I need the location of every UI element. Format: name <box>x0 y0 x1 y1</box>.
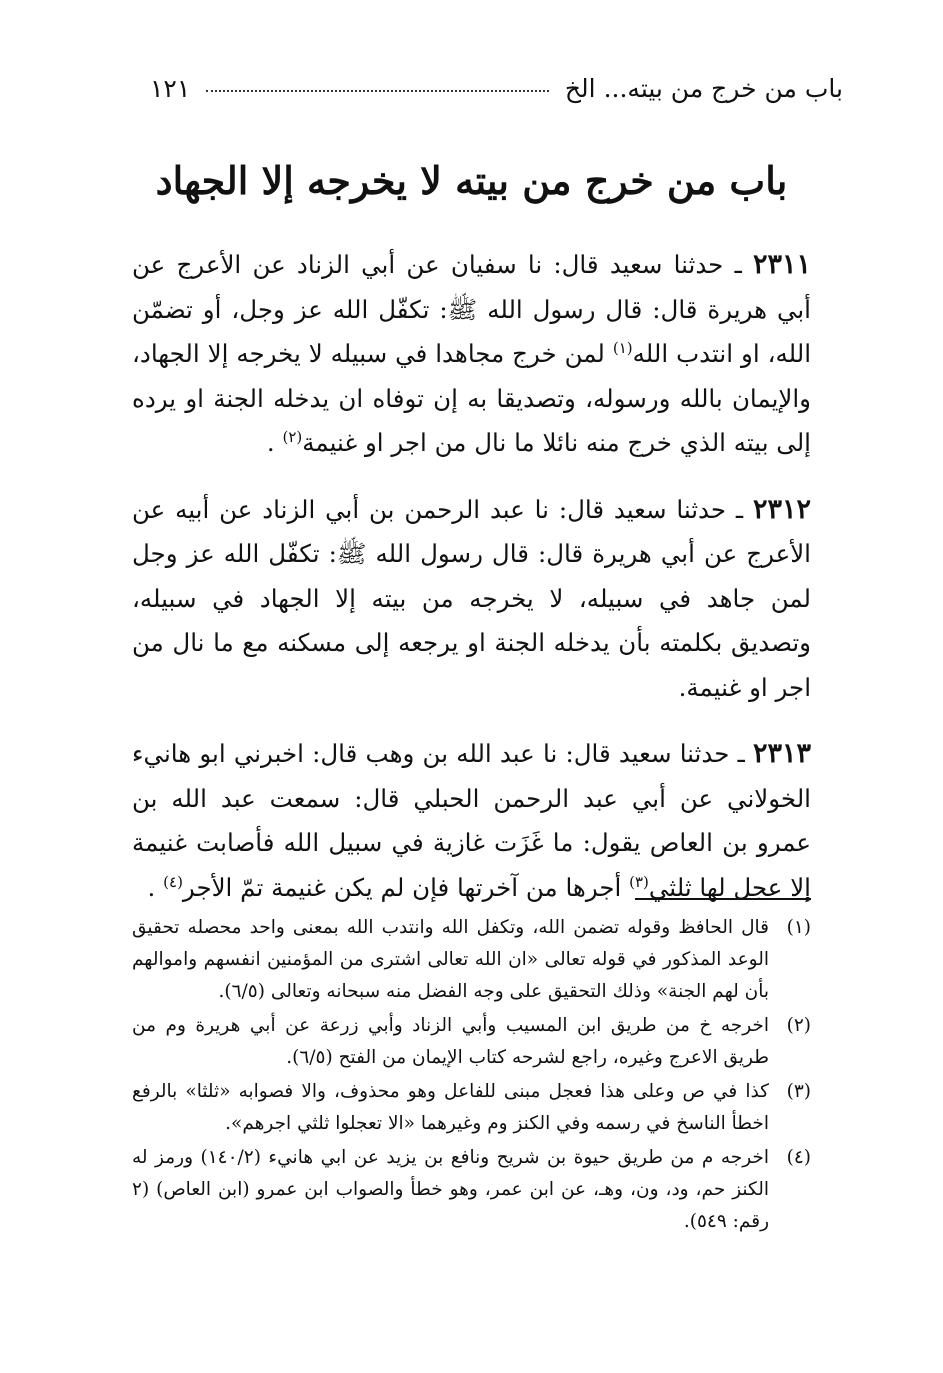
hadith-end: . <box>266 428 275 457</box>
hadith-end: . <box>147 872 156 902</box>
footnote-text: اخرجه خ من طريق ابن المسيب وأبي الزناد وأبي زرعة عن أبي هريرة وم من طريق الاعرج وغيره، راجع لشرحه كتاب الإيمان من الفتح (٦/٥). <box>132 1015 769 1068</box>
hadith-2312 <box>132 488 811 711</box>
footnote-4 <box>132 1142 811 1238</box>
footnote-mark: (٢) <box>282 427 303 446</box>
running-header <box>150 68 843 108</box>
footnote-2 <box>132 1010 811 1074</box>
hadith-number: ٢٣١١ <box>752 249 811 280</box>
footnote-1 <box>132 912 811 1008</box>
footnote-number: (٣) <box>786 1081 811 1102</box>
hadith-dash: ـ <box>735 494 744 524</box>
footnote-number: (٤) <box>786 1147 811 1168</box>
hadith-text-continued: لمن خرج مجاهدا في سبيله لا يخرجه إلا الجهاد، والإيمان بالله ورسوله، وتصديقا به إن توفاه ان يدخله الجنة او يرده إلى بيته الذي خرج منه نائلا ما نال من اجر او غنيمة <box>132 339 811 457</box>
hadith-number: ٢٣١٣ <box>752 738 811 769</box>
hadith-2311 <box>132 243 811 466</box>
footnote-3 <box>132 1076 811 1140</box>
footnote-mark: (١) <box>612 338 633 357</box>
footnote-separator <box>635 898 811 900</box>
hadith-list <box>132 243 811 932</box>
footnote-text: اخرجه م من طريق حيوة بن شريح ونافع بن يزيد عن ابي هانيء (١٤٠/٢) ورمز له الكنز حم، ود، ون، وهـ، عن ابن عمر، وهو خطأ والصواب ابن عمرو (ابن العاص) (٢ رقم: ٥٤٩). <box>132 1147 769 1232</box>
hadith-number: ٢٣١٢ <box>752 493 811 525</box>
hadith-text: حدثنا سعيد قال: نا عبد الله بن وهب قال: اخبرني ابو هانيء الخولاني عن أبي عبد الرحمن الحبلي قال: سمعت عبد الله بن عمرو بن العاص يقول: ما غَزَت غازية في سبيل الله فأصابت غنيمة إلا عجل لها ثلثي <box>132 739 811 902</box>
footnote-number: (١) <box>786 917 811 938</box>
footnote-mark: (٤) <box>163 872 183 891</box>
footnotes <box>132 912 811 1240</box>
footnote-text: كذا في ص وعلى هذا فعجل مبنى للفاعل وهو محذوف، والا فصوابه «ثلثا» بالرفع اخطأ الناسخ في رسمه وفي الكنز وم وغيرهما «الا تعجلوا ثلثي اجرهم». <box>132 1081 769 1134</box>
footnote-mark: (٣) <box>629 872 649 891</box>
hadith-2313 <box>132 732 811 910</box>
page-number: ١٢١ <box>150 73 191 103</box>
hadith-dash: ـ <box>734 250 742 279</box>
header-dotted-leader <box>206 90 549 92</box>
footnote-text: قال الحافظ وقوله تضمن الله، وتكفل الله وانتدب الله بمعنى واحد محصله تحقيق الوعد المذكور في قوله تعالى «ان الله تعالى اشترى من المؤمنين انفسهم واموالهم بأن لهم الجنة» وذلك التحقيق على وجه الفضل منه سبحانه وتعالى (٦/٥). <box>132 917 769 1002</box>
chapter-title: باب من خرج من بيته لا يخرجه إلا الجهاد <box>155 158 788 203</box>
hadith-text-continued: أجرها من آخرتها فإن لم يكن غنيمة تمّ الأجر <box>182 872 622 902</box>
hadith-text: حدثنا سعيد قال: نا سفيان عن أبي الزناد عن الأعرج عن أبي هريرة قال: قال رسول الله ﷺ: تكفّل الله عز وجل، أو تضمّن الله، او انتدب الله <box>132 250 811 368</box>
footnote-number: (٢) <box>786 1015 811 1036</box>
running-title: باب من خرج من بيته... الخ <box>564 73 843 103</box>
hadith-text: حدثنا سعيد قال: نا عبد الرحمن بن أبي الزناد عن أبيه عن الأعرج عن أبي هريرة قال: قال رسول الله ﷺ: تكفّل الله عز وجل لمن جاهد في سبيله، لا يخرجه من بيته إلا الجهاد في سبيله، وتصديق بكلمته بأن يدخله الجنة او يرجعه إلى مسكنه مع ما نال من اجر او غنيمة. <box>132 494 811 702</box>
hadith-dash: ـ <box>737 739 745 768</box>
